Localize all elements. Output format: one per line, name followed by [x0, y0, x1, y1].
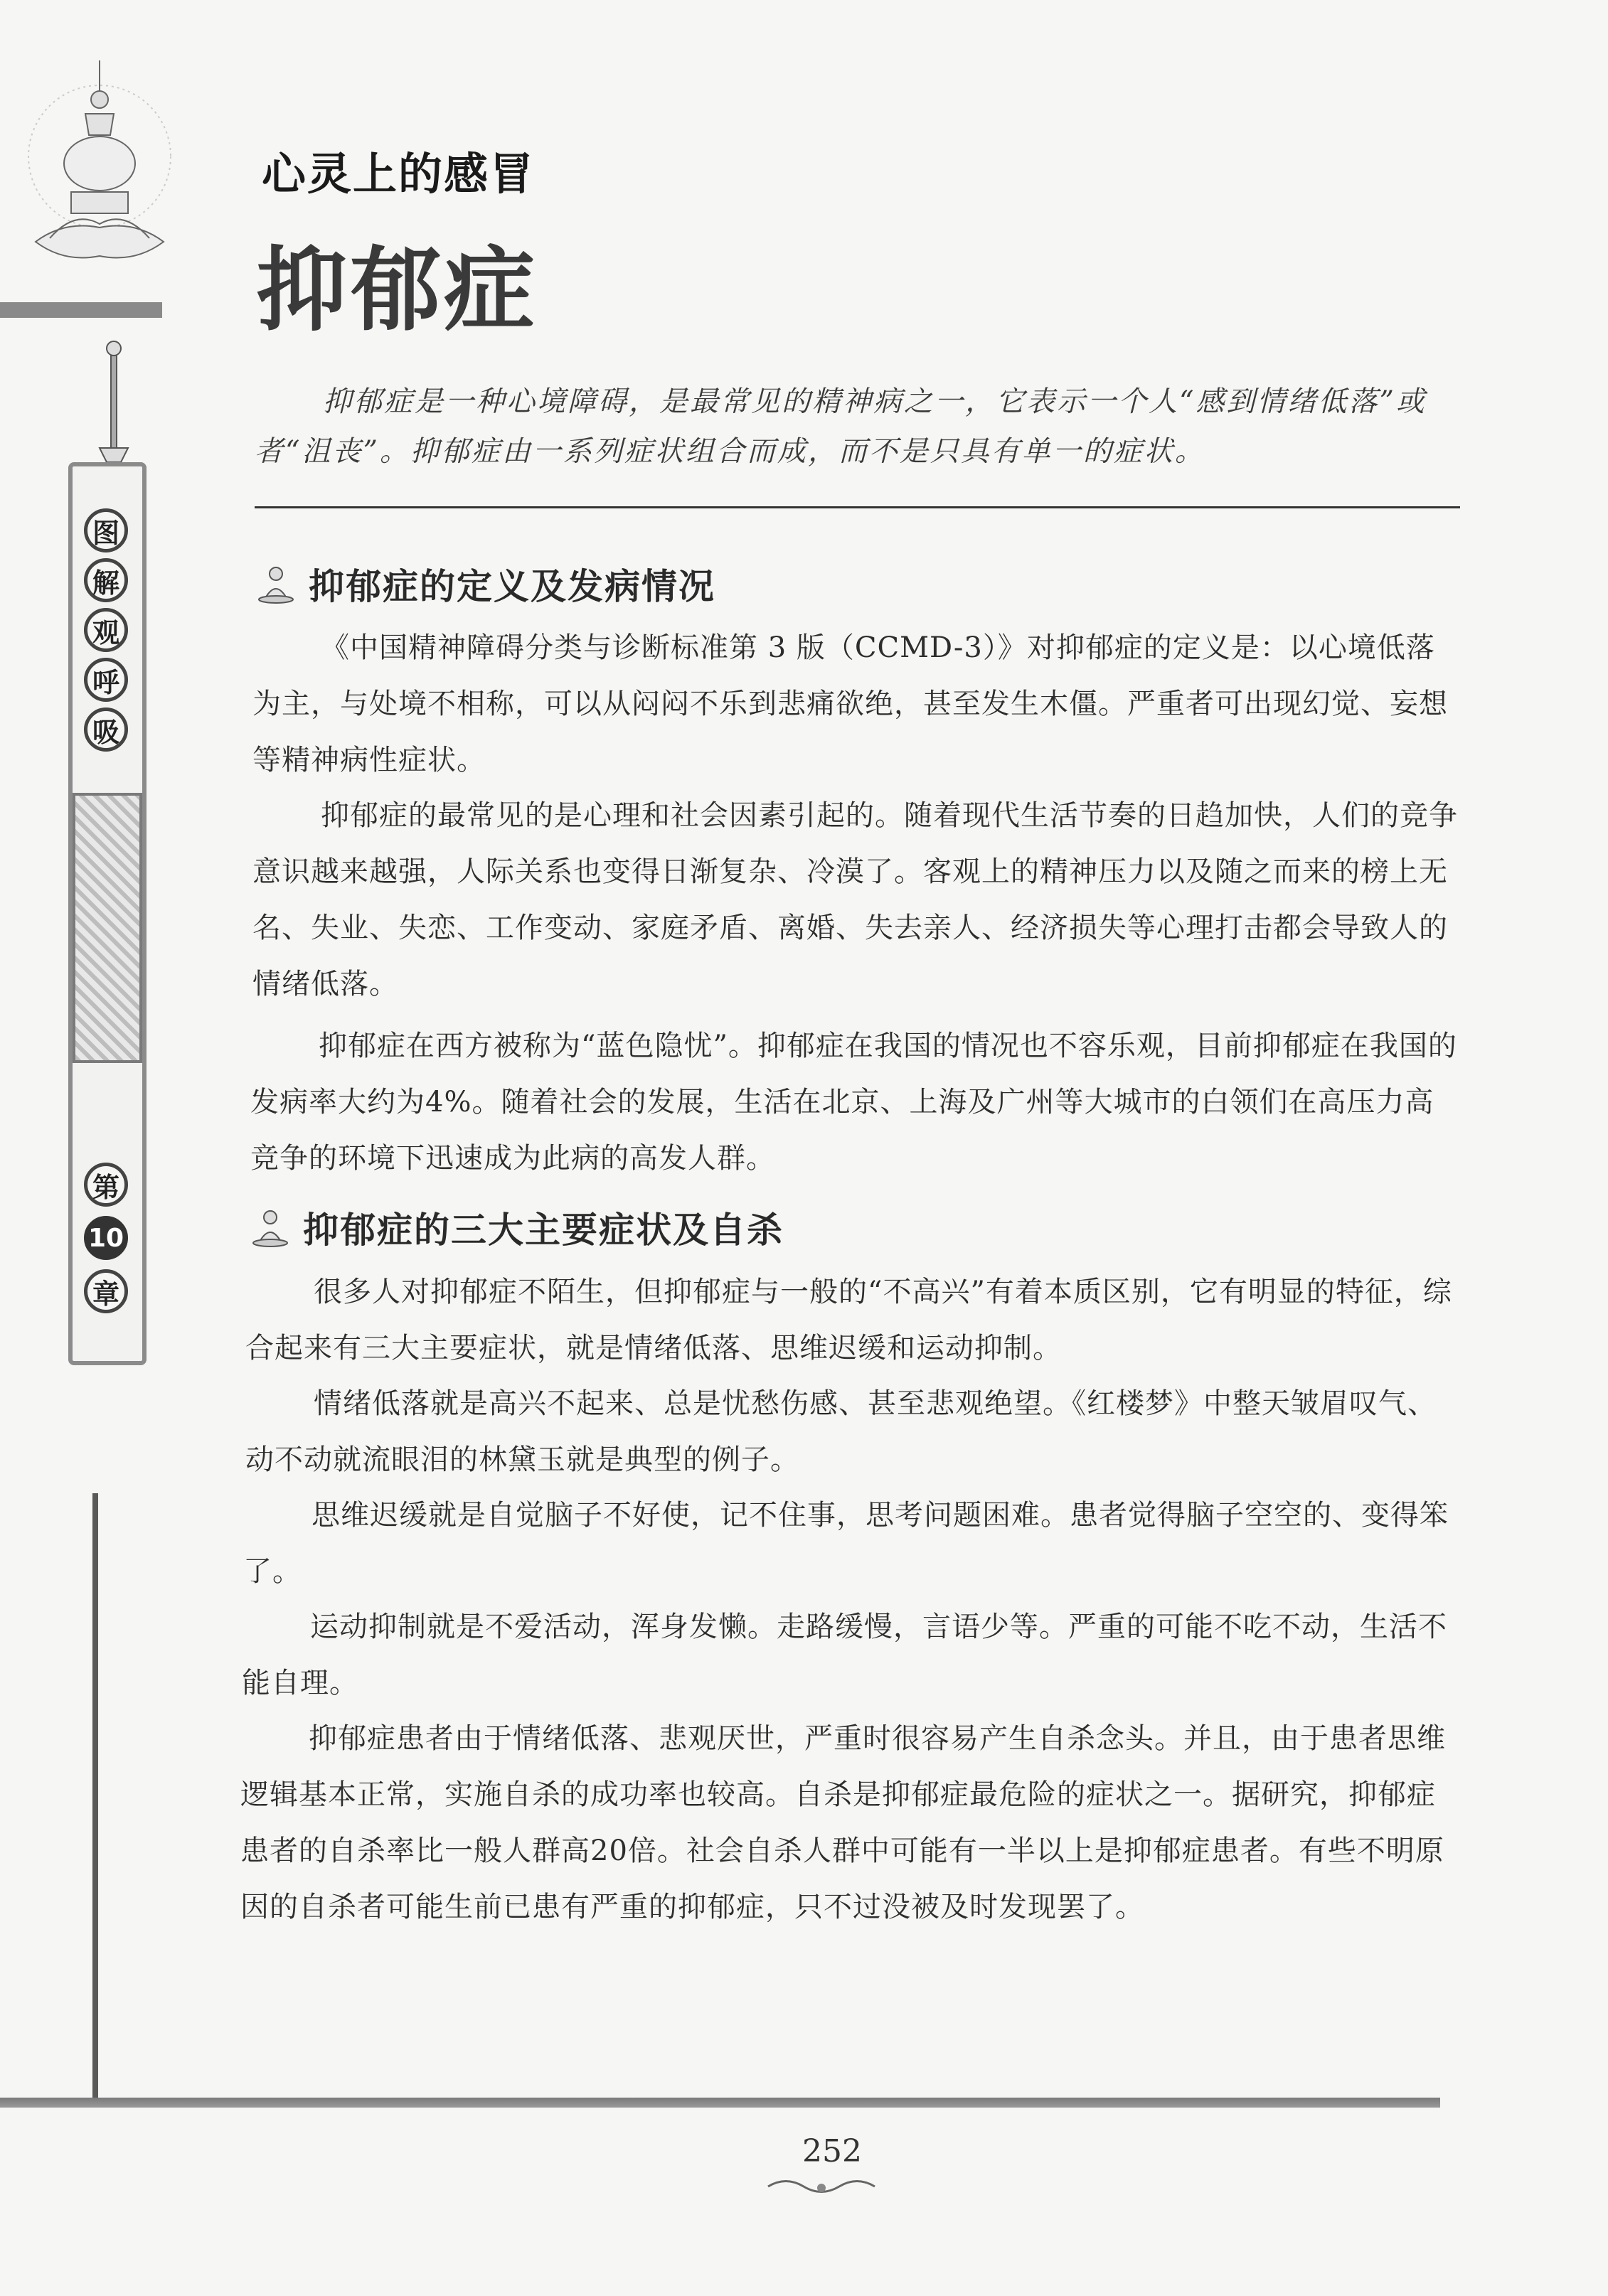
scroll-rod	[92, 1493, 98, 2098]
paragraph: 抑郁症在西方被称为“蓝色隐忧”。抑郁症在我国的情况也不容乐观，目前抑郁症在我国的发病率大约为4%。随着社会的发展，生活在北京、上海及广州等大城市的白领们在高压力高竞争的环境下迅速成为此病的高发人群。	[250, 1030, 1457, 1175]
side-char-2: 解	[84, 558, 128, 602]
left-header-band	[0, 302, 162, 318]
footer-band	[0, 2098, 1440, 2108]
page-number: 252	[802, 2133, 862, 2169]
paragraph: 抑郁症患者由于情绪低落、悲观厌世，严重时很容易产生自杀念头。并且，由于患者思维逻辑基本正常，实施自杀的成功率也较高。自杀是抑郁症最危险的症状之一。据研究，抑郁症患者的自杀率比一般人群高20倍。社会自杀人群中可能有一半以上是抑郁症患者。有些不明原因的自杀者可能生前已患有严重的抑郁症，只不过没被及时发现罢了。	[240, 1722, 1446, 1923]
paragraph: 很多人对抑郁症不陌生，但抑郁症与一般的“不高兴”有着本质区别，它有明显的特征，综合起来有三大主要症状，就是情绪低落、思维迟缓和运动抑制。	[245, 1276, 1452, 1365]
chapter-number: 10	[84, 1216, 128, 1260]
paragraph: 思维迟缓就是自觉脑子不好使，记不住事，思考问题困难。患者觉得脑子空空的、变得笨了。	[243, 1499, 1449, 1588]
paragraph: 抑郁症的最常见的是心理和社会因素引起的。随着现代生活节奏的日趋加快，人们的竞争意识越来越强，人际关系也变得日渐复杂、冷漠了。客观上的精神压力以及随之而来的榜上无名、失业、失恋、工作变动、家庭矛盾、离婚、失去亲人、经济损失等心理打击都会导致人的情绪低落。	[252, 799, 1458, 1000]
paragraph: 《中国精神障碍分类与诊断标准第 3 版（CCMD-3）》对抑郁症的定义是：以心境低落为主，与处境不相称，可以从闷闷不乐到悲痛欲绝，甚至发生木僵。严重者可出现幻觉、妄想等精神病性症状。	[252, 631, 1448, 776]
side-char-5: 吸	[84, 708, 128, 752]
stupa-illustration	[21, 57, 178, 292]
chapter-char-1: 第	[84, 1163, 128, 1207]
chapter-char-2: 章	[84, 1269, 128, 1313]
meditating-figure-icon	[255, 562, 297, 605]
side-char-1: 图	[84, 508, 128, 552]
side-char-4: 呼	[84, 658, 128, 702]
page-title: 抑郁症	[256, 237, 538, 343]
paragraph: 运动抑制就是不爱活动，浑身发懒。走路缓慢，言语少等。严重的可能不吃不动，生活不能自理。	[242, 1611, 1447, 1699]
intro-paragraph: 抑郁症是一种心境障碍，是最常见的精神病之一，它表示一个人“感到情绪低落”或者“沮丧”。抑郁症由一系列症状组合而成，而不是只具有单一的症状。	[255, 385, 1427, 468]
section-heading-definition	[255, 558, 715, 609]
section-heading-symptoms	[249, 1202, 784, 1253]
footer-ornament-icon	[765, 2172, 878, 2201]
section-heading-text: 抑郁症的定义及发病情况	[309, 565, 715, 607]
side-char-3: 观	[84, 608, 128, 652]
page-subtitle: 心灵上的感冒	[262, 148, 536, 200]
paragraph: 情绪低落就是高兴不起来、总是忧愁伤感、甚至悲观绝望。《红楼梦》中整天皱眉叹气、动不动就流眼泪的林黛玉就是典型的例子。	[245, 1387, 1437, 1476]
scroll-pattern-panel	[73, 793, 142, 1063]
meditating-figure-icon	[249, 1206, 292, 1249]
section-heading-text: 抑郁症的三大主要症状及自杀	[303, 1209, 784, 1251]
divider-line	[255, 506, 1460, 508]
